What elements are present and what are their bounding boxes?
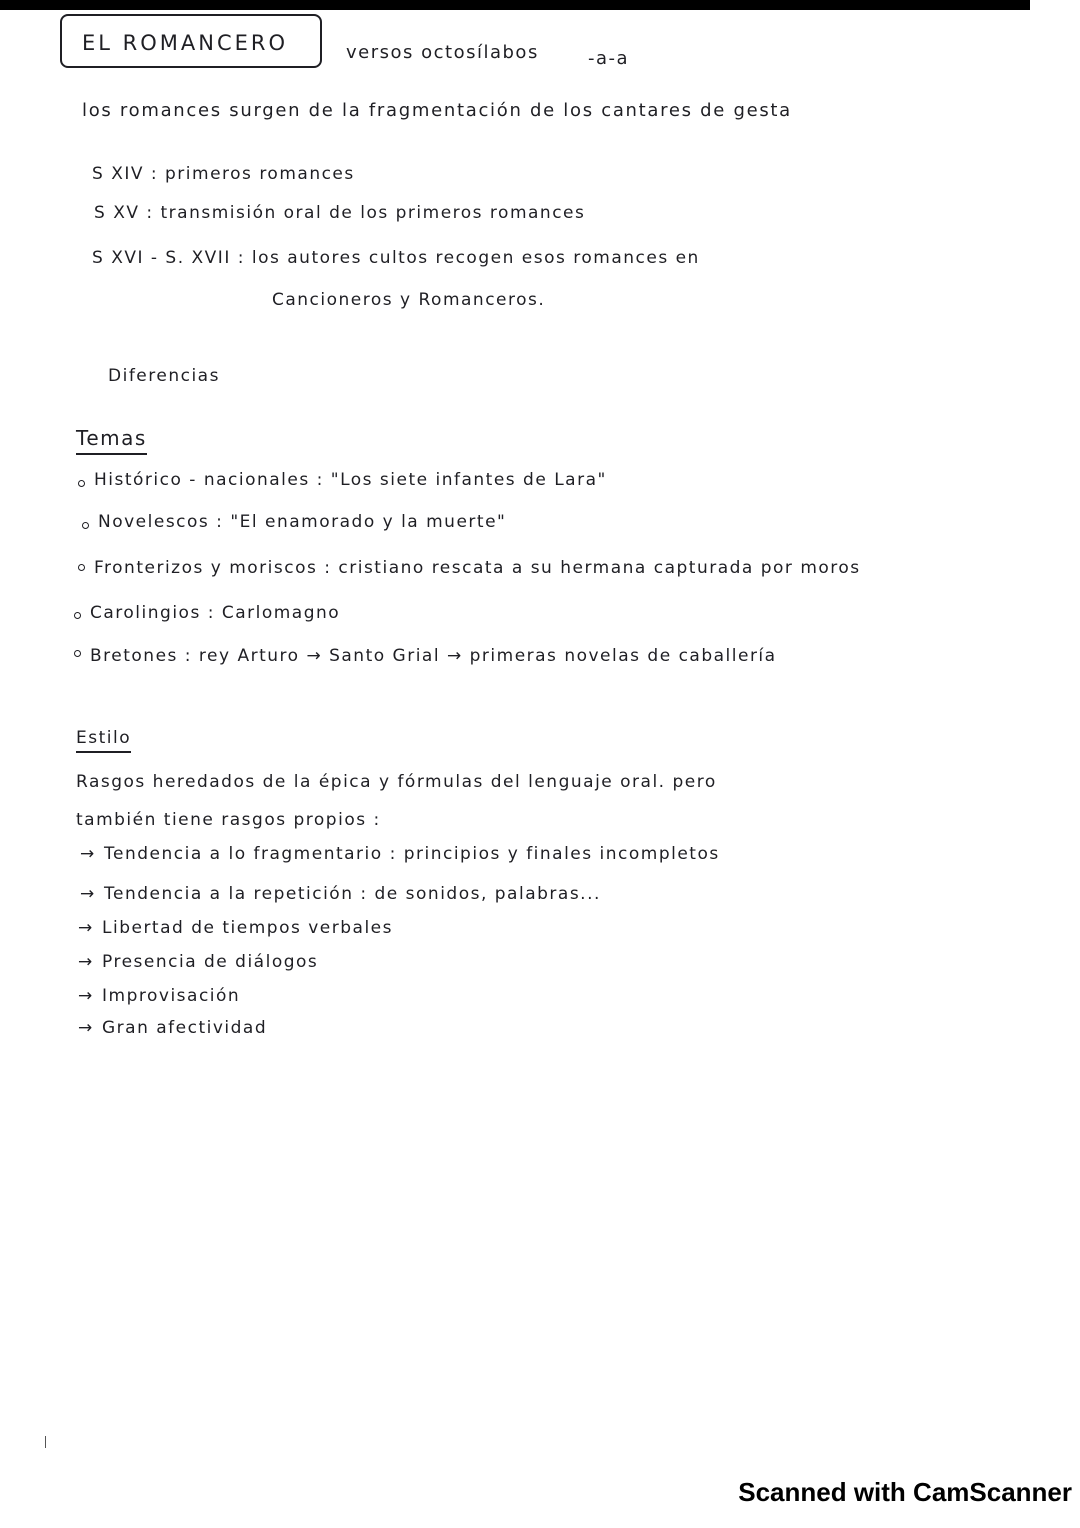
diferencias-label: Diferencias bbox=[108, 366, 220, 386]
estilo-item: Tendencia a lo fragmentario : principios y finales incompletos bbox=[104, 844, 720, 864]
scan-top-edge bbox=[0, 0, 1030, 10]
estilo-item: Gran afectividad bbox=[102, 1018, 268, 1038]
bullet-dot bbox=[74, 612, 81, 619]
estilo-item: Libertad de tiempos verbales bbox=[102, 918, 393, 938]
estilo-heading-text: Estilo bbox=[76, 728, 131, 753]
arrow-icon: → bbox=[78, 918, 93, 938]
bullet-dot bbox=[78, 480, 85, 487]
estilo-paragraph: Rasgos heredados de la épica y fórmulas del lenguaje oral. pero bbox=[76, 772, 717, 792]
temas-heading-text: Temas bbox=[76, 426, 147, 455]
bullet-dot bbox=[82, 522, 89, 529]
estilo-item: Improvisación bbox=[102, 986, 241, 1006]
tema-item: Histórico - nacionales : "Los siete infantes de Lara" bbox=[94, 470, 607, 490]
arrow-icon: → bbox=[78, 1018, 93, 1038]
arrow-icon: → bbox=[78, 952, 93, 972]
rhyme-note: -a-a bbox=[588, 48, 630, 69]
page-title: EL ROMANCERO bbox=[82, 31, 289, 55]
estilo-item: Presencia de diálogos bbox=[102, 952, 319, 972]
intro-line: los romances surgen de la fragmentación de los cantares de gesta bbox=[82, 100, 792, 121]
estilo-heading bbox=[76, 730, 131, 747]
timeline-item: Cancioneros y Romanceros. bbox=[272, 290, 546, 310]
tema-item: Carolingios : Carlomagno bbox=[90, 603, 341, 623]
tema-item: Fronterizos y moriscos : cristiano rescata a su hermana capturada por moros bbox=[94, 558, 861, 578]
timeline-item: S XIV : primeros romances bbox=[92, 164, 355, 184]
arrow-icon: → bbox=[80, 884, 95, 904]
camscanner-watermark: Scanned with CamScanner bbox=[738, 1477, 1072, 1507]
tema-item: Bretones : rey Arturo → Santo Grial → primeras novelas de caballería bbox=[90, 646, 777, 666]
temas-heading bbox=[76, 428, 147, 448]
arrow-icon: → bbox=[78, 986, 93, 1006]
estilo-paragraph: también tiene rasgos propios : bbox=[76, 810, 381, 830]
tema-item: Novelescos : "El enamorado y la muerte" bbox=[98, 512, 507, 532]
estilo-item: Tendencia a la repetición : de sonidos, palabras... bbox=[104, 884, 601, 904]
margin-mark bbox=[45, 1436, 46, 1448]
meter-note: versos octosílabos bbox=[346, 42, 539, 63]
bullet-dot bbox=[78, 564, 85, 571]
bullet-dot bbox=[74, 650, 81, 657]
timeline-item: S XVI - S. XVII : los autores cultos recogen esos romances en bbox=[92, 248, 700, 268]
arrow-icon: → bbox=[80, 844, 95, 864]
timeline-item: S XV : transmisión oral de los primeros romances bbox=[94, 203, 586, 223]
